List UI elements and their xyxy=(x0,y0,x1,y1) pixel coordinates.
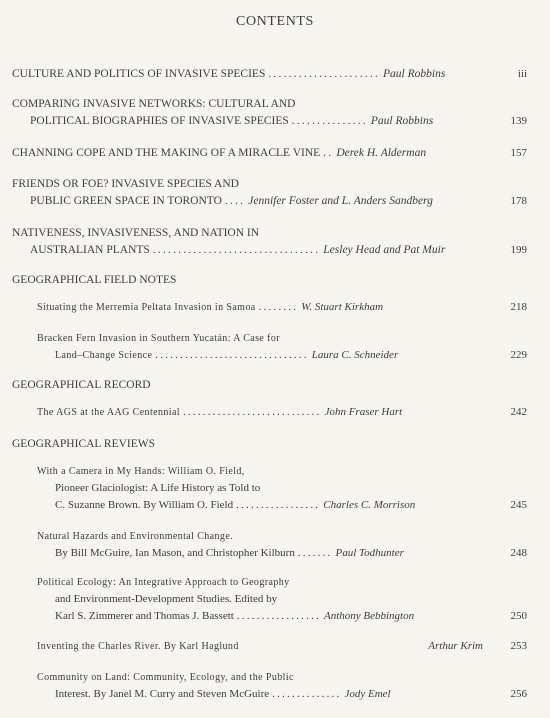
toc-entry[interactable] xyxy=(12,66,527,83)
toc-entry[interactable] xyxy=(37,404,527,421)
entry-author: W. Stuart Kirkham xyxy=(301,301,384,313)
entry-page: 199 xyxy=(510,244,527,256)
entry-page: 256 xyxy=(510,688,527,700)
entry-title: NATIVENESS, INVASIVENESS, AND NATION IN xyxy=(12,227,260,239)
entry-author: John Fraser Hart xyxy=(324,406,403,418)
section-heading-record xyxy=(12,377,527,394)
entry-title: The AGS at the AAG Centennial xyxy=(37,407,180,418)
entry-page: 178 xyxy=(510,195,527,207)
entry-title-cont: PUBLIC GREEN SPACE IN TORONTO xyxy=(30,195,222,207)
leader-dots: ............... xyxy=(291,115,368,127)
leader-dots: ................................. xyxy=(152,244,321,256)
leader-dots: ....... xyxy=(297,547,333,559)
toc-entry[interactable] xyxy=(12,96,527,130)
entry-title: CULTURE AND POLITICS OF INVASIVE SPECIES xyxy=(12,68,266,80)
entry-author: Laura C. Schneider xyxy=(311,349,399,361)
entry-title-cont: and Environment-Development Studies. Edited by xyxy=(55,593,278,605)
entry-author: Paul Robbins xyxy=(370,115,434,127)
leader-dots: .............. xyxy=(272,688,342,700)
leader-dots: ...................... xyxy=(268,68,381,80)
toc-entry[interactable] xyxy=(37,463,527,514)
leader-dots: ................. xyxy=(236,610,321,622)
toc-entry[interactable] xyxy=(12,225,527,259)
entry-author: Charles C. Morrison xyxy=(323,499,416,511)
entry-title: With a Camera in My Hands: William O. Field, xyxy=(37,466,245,477)
entry-author: Paul Robbins xyxy=(383,68,446,80)
entry-author: Jennifer Foster and L. Anders Sandberg xyxy=(248,195,433,207)
entry-page: 250 xyxy=(510,610,527,622)
entry-page: 157 xyxy=(510,147,527,159)
leader-dots: ........ xyxy=(258,301,299,313)
leader-dots: .. xyxy=(323,147,334,159)
entry-author: Derek H. Alderman xyxy=(336,147,427,159)
toc-entry[interactable] xyxy=(12,145,527,162)
entry-page: 229 xyxy=(510,349,527,361)
toc-entry[interactable] xyxy=(37,330,527,364)
leader-dots: .... xyxy=(224,195,246,207)
entry-page: 253 xyxy=(510,640,527,652)
section-heading-text: GEOGRAPHICAL FIELD NOTES xyxy=(12,274,177,286)
entry-title: CHANNING COPE AND THE MAKING OF A MIRACLE VINE xyxy=(12,147,321,159)
entry-page: 242 xyxy=(510,406,527,418)
entry-author: Arthur Krim xyxy=(428,640,483,652)
entry-title-cont: AUSTRALIAN PLANTS xyxy=(30,244,150,256)
entry-page: 245 xyxy=(510,499,527,511)
entry-page: 248 xyxy=(510,547,527,559)
entry-page: 218 xyxy=(510,301,527,313)
entry-title-cont: Karl S. Zimmerer and Thomas J. Bassett xyxy=(55,610,234,622)
entry-title: Community on Land: Community, Ecology, and the Public xyxy=(37,672,294,683)
entry-title-cont: Pioneer Glaciologist: A Life History as Told to xyxy=(55,482,261,494)
leader-dots: ................. xyxy=(236,499,321,511)
toc-entry[interactable] xyxy=(37,638,527,655)
entry-page: iii xyxy=(517,68,527,80)
entry-title: FRIENDS OR FOE? INVASIVE SPECIES AND xyxy=(12,178,239,190)
entry-title-cont: By Bill McGuire, Ian Mason, and Christopher Kilburn xyxy=(55,547,295,559)
entry-title: Inventing the Charles River. By Karl Haglund xyxy=(37,641,239,652)
toc-entry[interactable] xyxy=(12,176,527,210)
entry-author: Jody Emel xyxy=(344,688,391,700)
entry-title: Natural Hazards and Environmental Change. xyxy=(37,531,234,542)
entry-title-cont: Land–Change Science xyxy=(55,350,153,361)
section-heading-text: GEOGRAPHICAL REVIEWS xyxy=(12,438,155,450)
entry-title: COMPARING INVASIVE NETWORKS: CULTURAL AND xyxy=(12,98,296,110)
entry-title-cont: POLITICAL BIOGRAPHIES OF INVASIVE SPECIES xyxy=(30,115,289,127)
entry-title: Political Ecology: An Integrative Approach to Geography xyxy=(37,577,290,588)
leader-dots: ............................... xyxy=(155,349,309,361)
page-title: CONTENTS xyxy=(236,14,314,29)
section-heading-reviews xyxy=(12,436,527,453)
entry-page: 139 xyxy=(510,115,527,127)
toc-entry[interactable] xyxy=(37,669,527,703)
entry-author: Anthony Bebbington xyxy=(323,610,415,622)
entry-author: Paul Todhunter xyxy=(335,547,404,559)
toc-entry[interactable] xyxy=(37,574,527,625)
entry-title-cont: Interest. By Janel M. Curry and Steven McGuire xyxy=(55,688,270,700)
entry-title: Bracken Fern Invasion in Southern Yucatán: A Case for xyxy=(37,333,281,344)
entry-title: Situating the Merremia Peltata Invasion in Samoa xyxy=(37,302,256,313)
entry-author: Lesley Head and Pat Muir xyxy=(323,244,446,256)
entry-title-cont: C. Suzanne Brown. By William O. Field xyxy=(55,499,234,511)
leader-dots: ............................ xyxy=(182,406,322,418)
section-heading-field-notes xyxy=(12,272,527,289)
toc-entry[interactable] xyxy=(37,528,527,562)
toc-entry[interactable] xyxy=(37,299,527,316)
section-heading-text: GEOGRAPHICAL RECORD xyxy=(12,379,151,391)
